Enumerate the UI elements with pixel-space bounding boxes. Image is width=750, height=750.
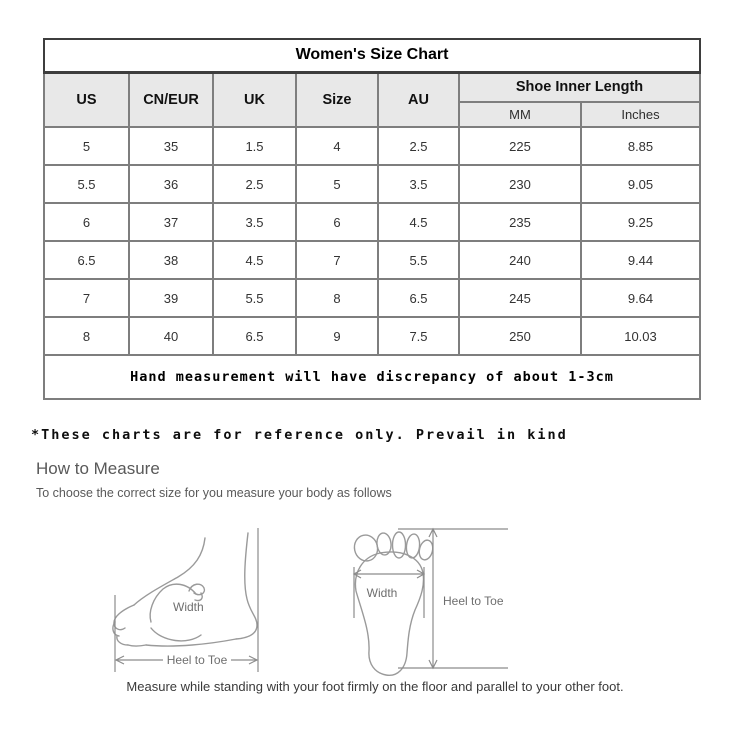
table-title: Women's Size Chart [44, 39, 700, 72]
width-label: Width [173, 600, 204, 614]
size-cell: 6.5 [213, 317, 296, 355]
size-cell: 2.5 [378, 127, 459, 165]
size-cell: 39 [129, 279, 213, 317]
table-row [44, 127, 700, 165]
size-cell: 9 [296, 317, 378, 355]
col-header-mm: MM [459, 102, 581, 127]
table-title-row [44, 39, 700, 72]
table-row [44, 165, 700, 203]
size-cell: 9.05 [581, 165, 700, 203]
size-cell: 8 [296, 279, 378, 317]
how-to-measure-subheading: To choose the correct size for you measure your body as follows [36, 486, 392, 500]
size-cell: 8 [44, 317, 129, 355]
table-header-row [44, 72, 700, 102]
size-cell: 38 [129, 241, 213, 279]
col-header-size: Size [296, 72, 378, 127]
size-cell: 5 [296, 165, 378, 203]
size-cell: 4.5 [213, 241, 296, 279]
size-cell: 35 [129, 127, 213, 165]
foot-sole-view-diagram [340, 505, 515, 690]
table-footnote: Hand measurement will have discrepancy of about 1-3cm [44, 355, 700, 399]
foot-outline [352, 532, 435, 675]
col-header-uk: UK [213, 72, 296, 127]
size-cell: 2.5 [213, 165, 296, 203]
col-header-inches: Inches [581, 102, 700, 127]
table-row [44, 317, 700, 355]
col-header-cneur: CN/EUR [129, 72, 213, 127]
size-cell: 9.25 [581, 203, 700, 241]
size-chart-table [43, 38, 701, 400]
size-cell: 245 [459, 279, 581, 317]
size-cell: 250 [459, 317, 581, 355]
foot-outline [113, 533, 257, 646]
size-cell: 5 [44, 127, 129, 165]
size-cell: 240 [459, 241, 581, 279]
measure-caption: Measure while standing with your foot firmly on the floor and parallel to your other foot. [126, 679, 624, 694]
reference-note: *These charts are for reference only. Prevail in kind [31, 427, 568, 443]
how-to-measure-heading: How to Measure [36, 459, 160, 478]
size-cell: 225 [459, 127, 581, 165]
width-label: Width [366, 586, 398, 600]
size-cell: 5.5 [213, 279, 296, 317]
size-cell: 36 [129, 165, 213, 203]
size-cell: 4.5 [378, 203, 459, 241]
size-cell: 6.5 [378, 279, 459, 317]
table-row [44, 203, 700, 241]
size-cell: 230 [459, 165, 581, 203]
size-cell: 7.5 [378, 317, 459, 355]
size-cell: 10.03 [581, 317, 700, 355]
heel-to-toe-label: Heel to Toe [443, 594, 504, 608]
col-header-au: AU [378, 72, 459, 127]
heel-to-toe-label: Heel to Toe [166, 653, 228, 667]
size-cell: 7 [44, 279, 129, 317]
foot-side-view-diagram [105, 515, 330, 680]
size-cell: 9.64 [581, 279, 700, 317]
size-cell: 1.5 [213, 127, 296, 165]
size-cell: 6 [296, 203, 378, 241]
size-cell: 5.5 [378, 241, 459, 279]
size-cell: 4 [296, 127, 378, 165]
size-cell: 9.44 [581, 241, 700, 279]
size-cell: 3.5 [378, 165, 459, 203]
col-header-inner-length: Shoe Inner Length [459, 72, 700, 102]
size-cell: 6 [44, 203, 129, 241]
table-row [44, 241, 700, 279]
col-header-us: US [44, 72, 129, 127]
size-cell: 5.5 [44, 165, 129, 203]
size-cell: 8.85 [581, 127, 700, 165]
table-footnote-row [44, 355, 700, 399]
size-cell: 7 [296, 241, 378, 279]
size-cell: 37 [129, 203, 213, 241]
size-cell: 3.5 [213, 203, 296, 241]
size-cell: 235 [459, 203, 581, 241]
size-cell: 40 [129, 317, 213, 355]
size-cell: 6.5 [44, 241, 129, 279]
table-row [44, 279, 700, 317]
